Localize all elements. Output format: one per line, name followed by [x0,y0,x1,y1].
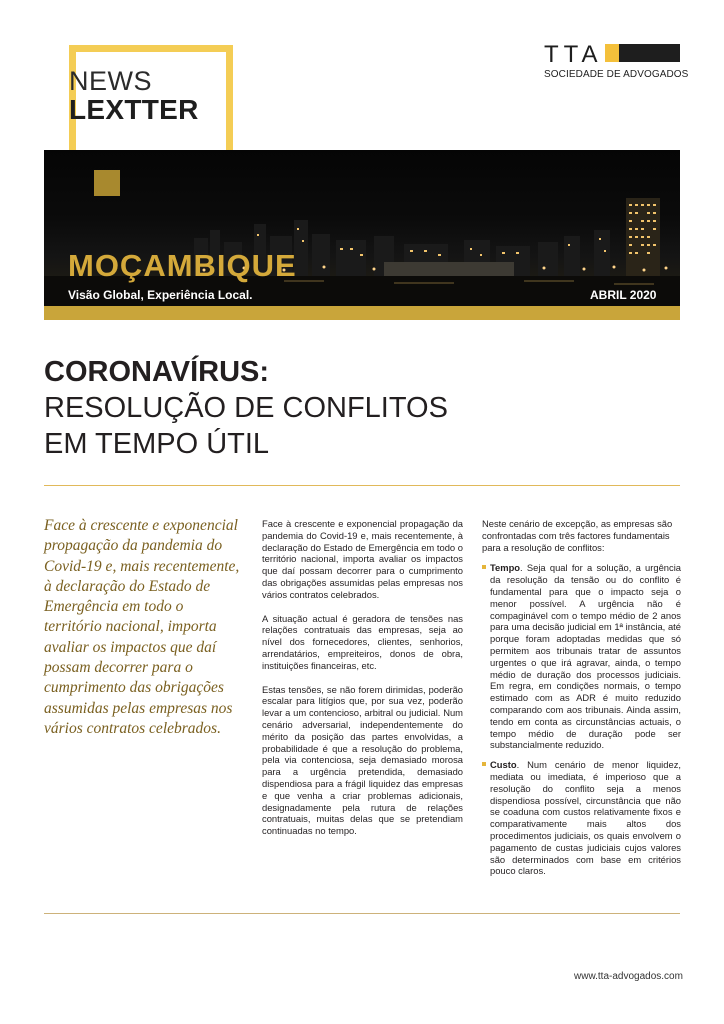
list-item-term: Custo [490,759,517,771]
article-column-right [482,518,681,885]
article-title-line3: EM TEMPO ÚTIL [44,428,270,460]
brand-logo-text: TTA [544,41,603,68]
brand-logo-dark-bar [619,44,680,62]
brand-subtitle: SOCIEDADE DE ADVOGADOS [544,69,689,80]
bullet-square-icon [482,762,486,766]
list-item-text: . Num cenário de menor liquidez, mediata ou imediata, é imperioso que a resolução do conflito seja a menos dispendiosa possível, circunstância que não se coaduna com custos relativamente fixos e comparativamente mais altos dos procedimentos judiciais, os quais envolvem o pagamento de custas judiciais cujos valores são determinados com base em critérios pouco claros. [490,759,681,877]
divider-top [44,485,680,486]
list-item-text: . Seja qual for a solução, a urgência da resolução da tensão ou do conflito é fundamental para que o impacto seja o menor possível. A urgência não é compaginável com o tempo médio de 2 anos para uma decisão judicial em 1ª instância, até porque foram adoptadas medidas que só permitem aos tribunais tratar de assuntos urgentes o que irá agravar, ainda, o tempo médio de duração dos processos judiciais. Em regra, em condições normais, o tempo estimado com as ADR é muito reduzido comparando com aos tribunais. Ainda assim, tendo em conta as circunstâncias actuais, o tempo médio de duração pode ser substancialmente reduzido. [490,562,681,751]
banner-country-title: MOÇAMBIQUE [68,248,297,283]
list-item [482,562,681,751]
paragraph: A situação actual é geradora de tensões nas relações contratuais das empresas, seja ao nível dos fornecedores, clientes, senhorios, arrendatários, empreiteiros, donos de obra, instituições financeiras, etc. [262,612,463,671]
article-title-line2: RESOLUÇÃO DE CONFLITOS [44,392,448,424]
article-title-line1: CORONAVÍRUS: [44,356,270,388]
list-item [482,759,681,877]
paragraph: Face à crescente e exponencial propagação da pandemia do Covid-19 e, mais recentemente, à declaração do Estado de Emergência em todo o território nacional, importa avaliar os impactos que daí possam decorrer para o cumprimento das obrigações assumidas pelas empresas nos vários contratos celebrados. [262,518,463,600]
bullet-square-icon [482,565,486,569]
divider-bottom [44,913,680,914]
pull-quote: Face à crescente e exponencial propagação da pandemia do Covid-19 e, mais recentemente, à declaração do Estado de Emergência em todo o território nacional, importa avaliar os impactos que daí possam decorrer para o cumprimento das obrigações assumidas pelas empresas nos vários contratos celebrados. [44,517,240,737]
banner-slogan: Visão Global, Experiência Local. [68,288,253,302]
article-column-middle [262,518,463,849]
paragraph: Estas tensões, se não forem dirimidas, poderão escalar para litígios que, por sua vez, poderão levar a um contencioso, arbitral ou judicial. Num cenário adversarial, independentemente do mérito da posição das partes envolvidas, a probabilidade é que a resolução do problema, pela via contenciosa, seja demasiado morosa para a urgência pretendida, demasiado dispendiosa para a frágil liquidez das empresas e que venha a criar problemas adicionais, designadamente pela rutura de relações contratuais, muitas delas que se pretendiam continuadas no tempo. [262,683,463,837]
newsletter-logo-square [94,170,120,196]
footer-website-link[interactable]: www.tta-advogados.com [574,971,683,982]
brand-logo-gold-bar [605,44,619,62]
banner-gold-stripe [44,306,680,320]
issue-date: ABRIL 2020 [590,288,657,302]
list-item-term: Tempo [490,562,521,574]
newsletter-name-line1: NEWS [69,66,152,96]
newsletter-name-line2: LEXTTER [69,94,199,125]
paragraph-intro: Neste cenário de excepção, as empresas são confrontadas com três factores fundamentais para a resolução de conflitos: [482,518,673,553]
